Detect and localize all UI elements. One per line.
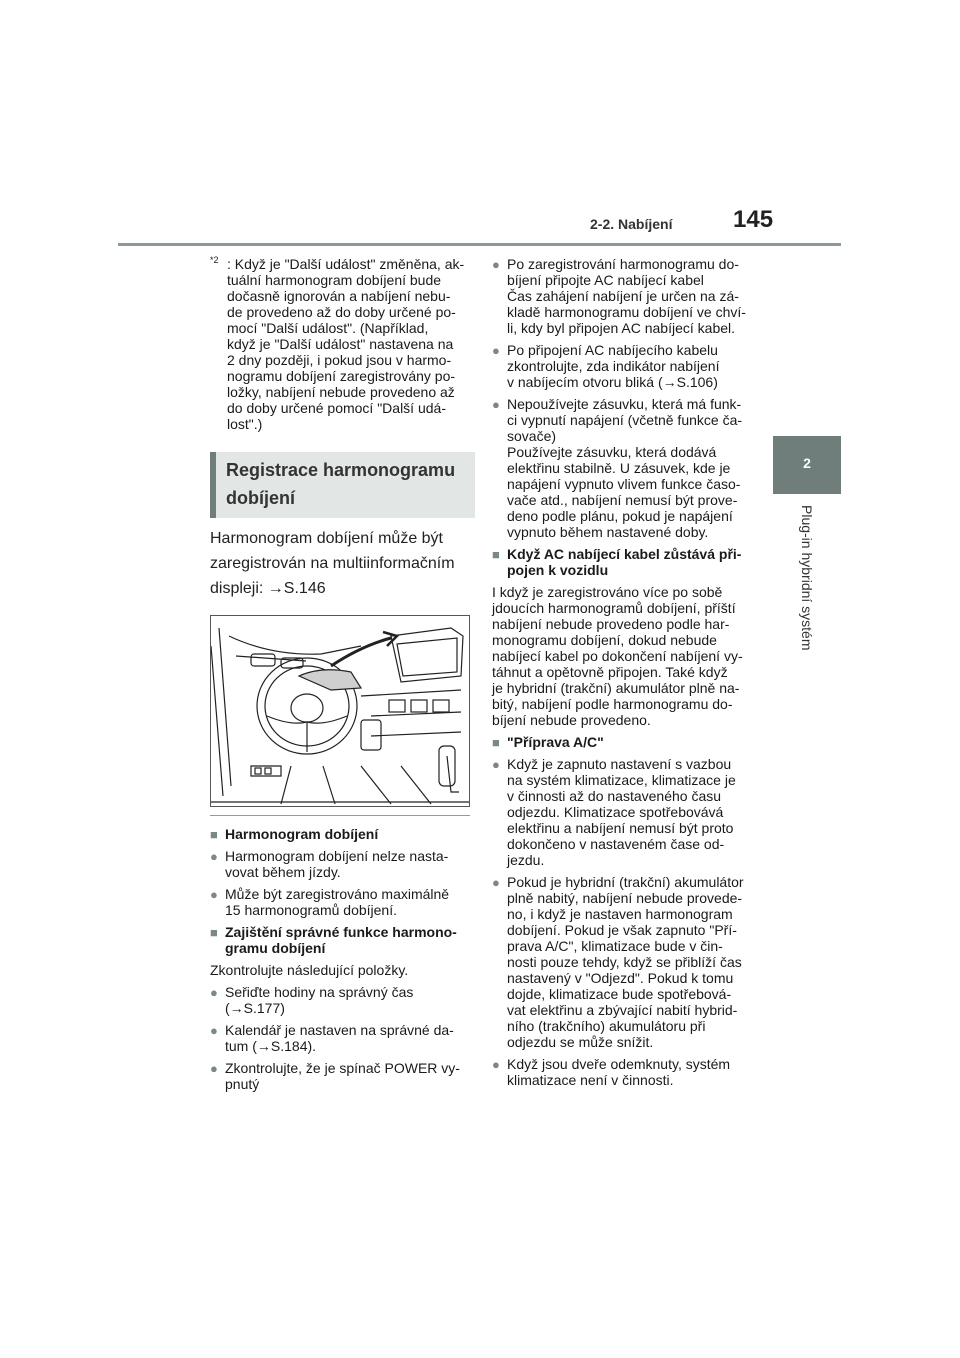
list-item-text: Pokud je hybridní (trakční) akumulátor plně nabitý, nabíjení nebude provede- no, i když je nastaven harmonogram dobíjení. Pokud je však zapnuto "Pří- prava A/C", klimatizace bude v čin- nosti pouze tehdy, když se přiblíží čas nastavený v "Odjezd". Pokud k tomu dojde, klimatizace bude spotřebová- vat elektřinu a zbývající nabití hybrid- ního (trakčního) akumulátoru při odjezdu se může snížit. [507,874,744,1050]
list-item [492,1056,762,1088]
filled-circle-icon: ● [492,1057,500,1072]
filled-circle-icon: ● [492,343,500,358]
list-item-text: Po připojení AC nabíjecího kabelu zkontrolujte, zda indikátor nabíjení v nabíjecím otvoru bliká (→S.106) [507,342,720,390]
list-item-text: Může být zaregistrováno maximálně 15 harmonogramů dobíjení. [225,886,450,918]
list-item-text: Kalendář je nastaven na správné da- tum (→S.184). [225,1022,454,1054]
right-column [492,256,762,1088]
list-item-text: Nepoužívejte zásuvku, která má funk- ci vypnutí napájení (včetně funkce ča- sovače) Používejte zásuvku, která dodává elektřinu stabilně. U zásuvek, kde je napájení vypnuto vlivem funkce časo- vače atd., nabíjení nemusí být prove- deno podle plánu, pokud je napájení vypnuto během nastavené doby. [507,396,743,540]
filled-square-icon: ■ [210,827,218,842]
footnote [210,256,472,432]
list-item-text: Po zaregistrování harmonogramu do- bíjení připojte AC nabíjecí kabel Čas zahájení nabíjení je určen na zá- kladě harmonogramu dobíjení ve chví- li, kdy byl připojen AC nabíjecí kabel. [507,256,746,336]
filled-circle-icon: ● [492,397,500,412]
list-item [492,396,762,540]
header-rule [118,243,841,246]
left-column [210,256,472,1092]
heading-text: Když AC nabíjecí kabel zůstává při- pojen k vozidlu [507,546,742,578]
list-item [492,342,762,390]
filled-square-icon: ■ [210,925,218,940]
list-item-text: Když jsou dveře odemknuty, systém klimatizace není v činnosti. [507,1056,731,1088]
list-item [210,1022,472,1054]
filled-square-icon: ■ [492,547,500,562]
intro-text: Harmonogram dobíjení může být zaregistrován na multiinformačním displeji: →S.146 [210,530,455,597]
list-item-text: Zkontrolujte, že je spínač POWER vy- pnutý [225,1060,460,1092]
list-item-text: Harmonogram dobíjení nelze nasta- vovat během jízdy. [225,848,449,880]
filled-circle-icon: ● [210,1061,218,1076]
paragraph: Zkontrolujte následující položky. [210,962,409,978]
filled-square-icon: ■ [492,735,500,750]
section-title-box [210,452,475,518]
left-blocks [210,826,472,1092]
list-item-text: Seřiďte hodiny na správný čas (→S.177) [225,984,414,1016]
chapter-label [797,505,817,735]
list-item [492,756,762,868]
list-item [210,848,472,880]
heading-charging-schedule [210,826,472,842]
page-number: 145 [733,206,774,233]
section-header: 2-2. Nabíjení [590,216,673,232]
heading-correct-function [210,924,472,956]
filled-circle-icon: ● [210,985,218,1000]
figure-rule [210,815,470,816]
filled-circle-icon: ● [210,887,218,902]
filled-circle-icon: ● [492,257,500,272]
footnote-text: : Když je "Další událost" změněna, ak- tuální harmonogram dobíjení bude dočasně ignorován a nabíjení nebu- de provedeno až do doby určené po- mocí "Další událost". (Například, když je "Další událost" nastavena na 2 dny později, i pokud jsou v harmo- nogramu dobíjení zaregistrovány po- ložky, nabíjení nebude provedeno až do doby určené pomocí "Další udá- lost".) [227,256,465,432]
filled-circle-icon: ● [492,757,500,772]
filled-circle-icon: ● [210,849,218,864]
heading-ac-preparation [492,734,762,750]
filled-circle-icon: ● [492,875,500,890]
heading-text: Zajištění správné funkce harmono- gramu dobíjení [225,924,457,956]
heading-cable-connected [492,546,762,578]
list-item [492,874,762,1050]
heading-text: Harmonogram dobíjení [225,826,379,842]
section-title: Registrace harmonogramu dobíjení [226,460,456,508]
steering-wheel-illustration [211,616,469,806]
list-item-text: Když je zapnuto nastavení s vazbou na systém klimatizace, klimatizace je v činnosti až do nastaveného času odjezdu. Klimatizace spotřebovává elektřinu a nabíjení nemusí být proto dokončeno v nastaveném čase od- jezdu. [507,756,736,868]
list-item [492,256,762,336]
chapter-number: 2 [803,455,811,471]
chapter-label-text: Plug-in hybridní systém [799,505,815,651]
list-item [210,1060,472,1092]
list-item [210,984,472,1016]
footnote-mark: *2 [210,255,219,265]
list-item [210,886,472,918]
dashboard-illustration [210,615,470,807]
paragraph: I když je zaregistrováno více po sobě jdoucích harmonogramů dobíjení, příští nabíjení nebude provedeno podle har- monogramu dobíjení, dokud nebude nabíjecí kabel po dokončení nabíjení vy- táhnut a opětovně připojen. Také když je hybridní (trakční) akumulátor plně na- bitý, nabíjení podle harmonogramu do- bíjení nebude provedeno. [492,584,743,728]
heading-text: "Příprava A/C" [507,734,604,750]
filled-circle-icon: ● [210,1023,218,1038]
